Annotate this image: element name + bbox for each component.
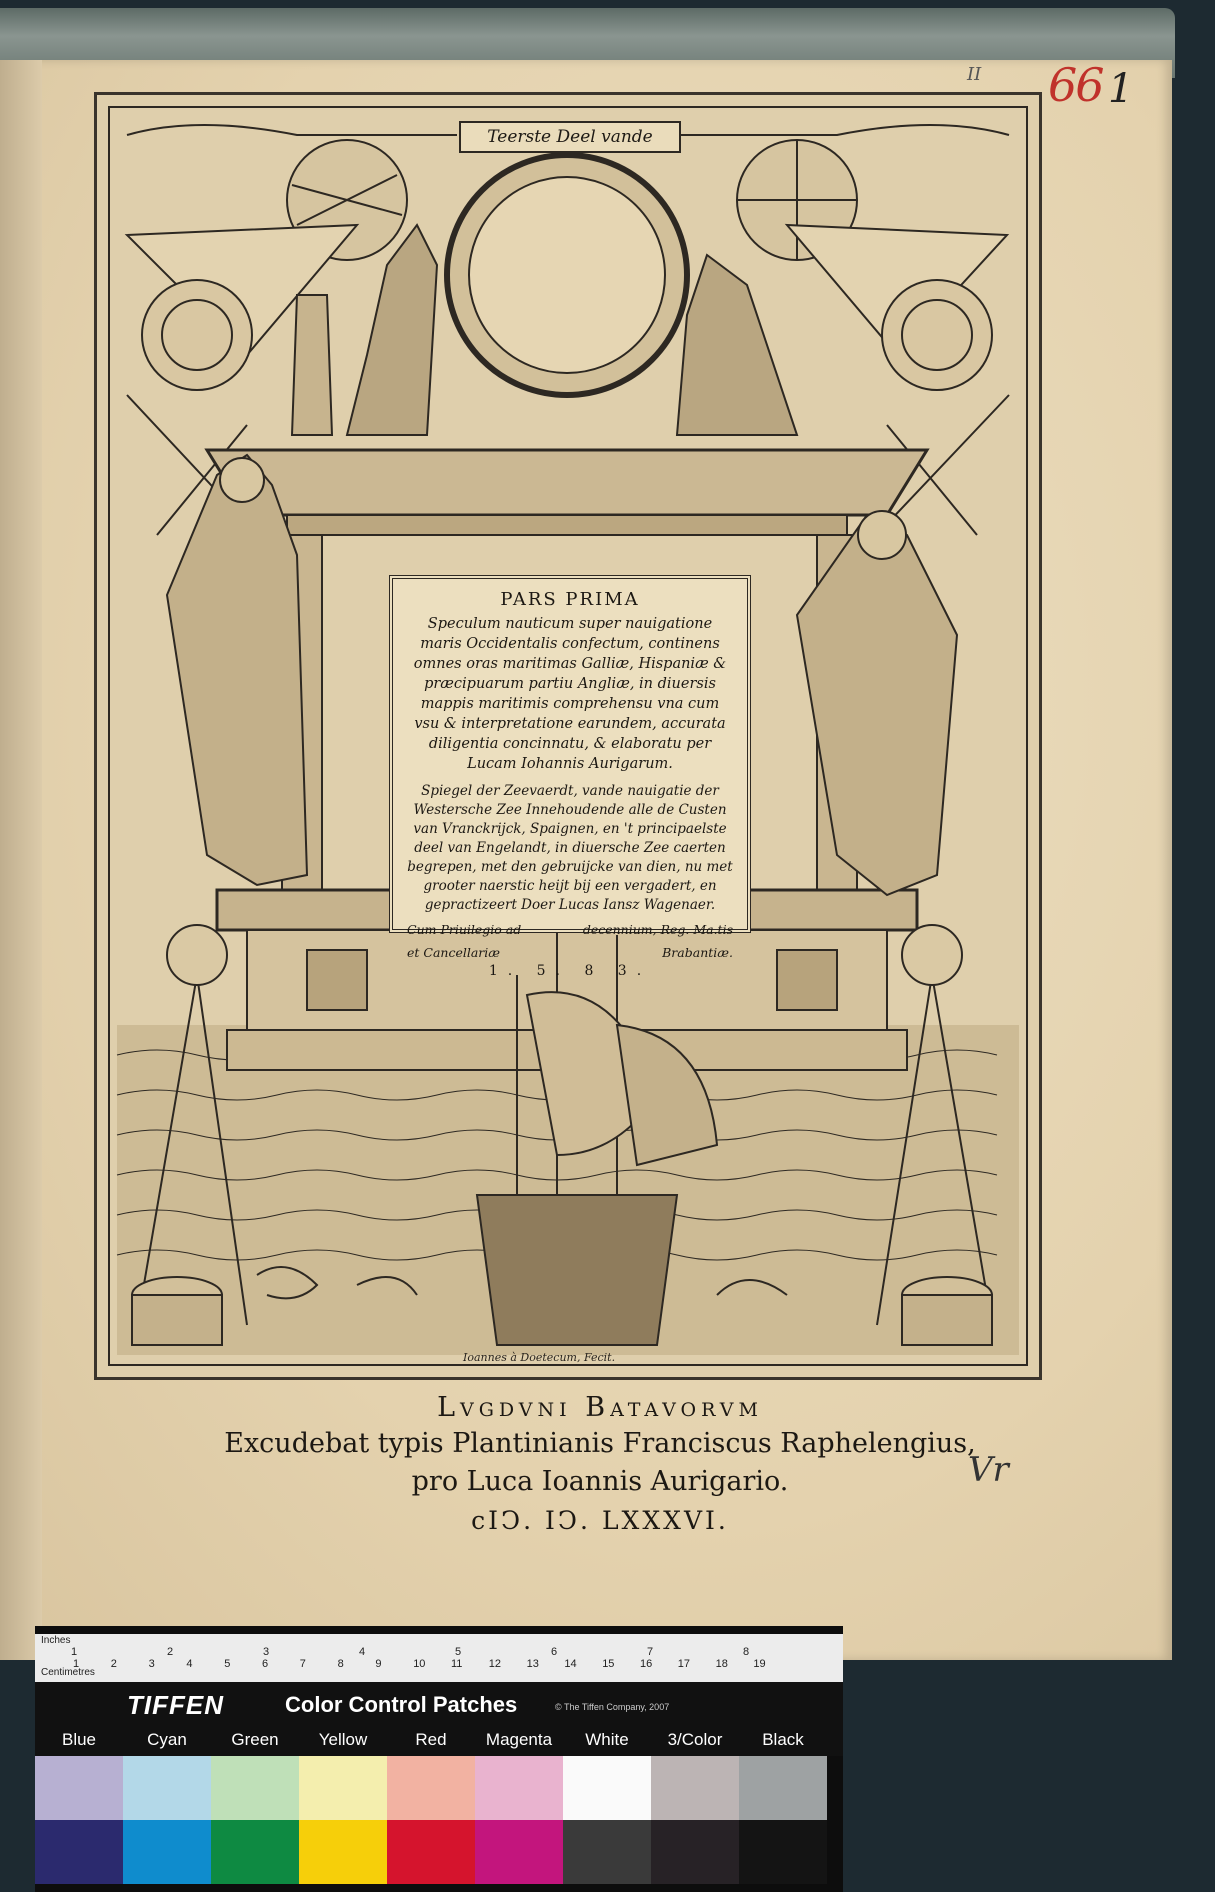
swatch-label: White: [585, 1730, 629, 1749]
swatch-light: [475, 1756, 563, 1820]
swatch-label: Magenta: [485, 1730, 553, 1749]
privilege-line-2: [407, 944, 733, 961]
cm-tick: 10: [413, 1658, 426, 1670]
cm-tick: 16: [640, 1658, 653, 1670]
cm-tick: 7: [299, 1658, 306, 1670]
cm-tick: 9: [375, 1658, 382, 1670]
swatch-dark: [35, 1820, 123, 1884]
privilege-right: decennium, Reg. Ma.tis: [582, 922, 733, 937]
inch-tick: 1: [71, 1646, 78, 1658]
inches-label: Inches: [41, 1635, 71, 1646]
tiffen-logo: TIFFEN: [127, 1690, 224, 1720]
swatch-light: [123, 1756, 211, 1820]
imprint-printer: Excudebat typis Plantinianis Franciscus Raphelengius,: [224, 1428, 976, 1459]
inch-tick: 2: [167, 1646, 174, 1658]
folio-mark: II: [967, 64, 982, 85]
engraver-signature: Ioannes à Doetecum, Fecit.: [463, 1351, 616, 1364]
inch-tick: 5: [455, 1646, 462, 1658]
engraved-title-plate: [94, 92, 1042, 1380]
swatch-light: [651, 1756, 739, 1820]
cm-tick: 13: [526, 1658, 539, 1670]
cm-tick: 5: [224, 1658, 231, 1670]
marginal-note: Vr: [968, 1450, 1009, 1490]
swatch-light: [35, 1756, 123, 1820]
inch-tick: 8: [743, 1646, 750, 1658]
dutch-description: Spiegel der Zeevaerdt, vande nauigatie der Westersche Zee Innehoudende alle de Custen van Vranckrijck, Spaignen, en 't principaelste deel van Engelandt, in diuersche Zee caerten begrepen, met den gebruijcke van dien, nu met grooter naerstic heijt bij een vergadert, en gepractizeert Doer Lucas Iansz Wagenaer.: [407, 783, 733, 913]
swatch-light: [739, 1756, 827, 1820]
cm-tick: 3: [148, 1658, 155, 1670]
cm-tick: 15: [602, 1658, 615, 1670]
cm-tick: 2: [110, 1658, 117, 1670]
cm-tick: 17: [677, 1658, 691, 1670]
cm-tick: 8: [337, 1658, 344, 1670]
cm-tick: 4: [186, 1658, 193, 1670]
cm-tick: 6: [262, 1658, 269, 1670]
privilege-left-2: et Cancellariæ: [407, 945, 501, 960]
cm-tick: 18: [715, 1658, 728, 1670]
measurement-ruler: [35, 1634, 843, 1683]
title-cartouche: [389, 575, 751, 979]
inch-tick: 6: [551, 1646, 558, 1658]
swatch-light: [299, 1756, 387, 1820]
swatch-labels: [35, 1724, 843, 1756]
swatch-dark: [475, 1820, 563, 1884]
cm-tick: 12: [488, 1658, 502, 1670]
cm-tick: 11: [451, 1658, 463, 1670]
brand-row: [35, 1682, 843, 1724]
centimetres-label: Centimetres: [41, 1667, 95, 1678]
plate-banner: Teerste Deel vande: [459, 121, 681, 153]
swatch-light: [387, 1756, 475, 1820]
latin-description: Speculum nauticum super nauigatione maris Occidentalis confectum, continens omnes oras maritimas Galliæ, Hispaniæ & præcipuarum partiu Angliæ, in diuersis mappis maritimis comprehensu vna cum vsu & interpretatione earundem, accurata diligentia concinnatu, & elaboratu per Lucam Iohannis Aurigarum.: [413, 616, 727, 772]
swatch-dark: [211, 1820, 299, 1884]
swatch-label: 3/Color: [667, 1730, 723, 1749]
inch-tick: 7: [647, 1646, 654, 1658]
color-control-card: [35, 1626, 843, 1892]
copyright: © The Tiffen Company, 2007: [555, 1702, 670, 1712]
swatch-dark: [123, 1820, 211, 1884]
page-gutter: [0, 60, 42, 1660]
swatch-label: Green: [231, 1730, 279, 1749]
product-name: Color Control Patches: [285, 1692, 518, 1717]
folio-one: 1: [1108, 66, 1134, 112]
swatch-light: [211, 1756, 299, 1820]
privilege-right-2: Brabantiæ.: [662, 945, 733, 960]
swatch-label: Blue: [61, 1730, 97, 1749]
swatch-label: Yellow: [318, 1730, 368, 1749]
swatch-label: Cyan: [147, 1730, 187, 1749]
swatch-label: Black: [762, 1730, 804, 1749]
imprint-author: pro Luca Ioannis Aurigario.: [411, 1466, 789, 1497]
inch-tick: 3: [263, 1646, 270, 1658]
cm-tick: 14: [564, 1658, 577, 1670]
inch-tick: 4: [359, 1646, 366, 1658]
swatch-dark: [563, 1820, 651, 1884]
folio-number: 66: [1048, 58, 1103, 112]
swatch-dark: [739, 1820, 827, 1884]
cm-tick: 19: [753, 1658, 766, 1670]
swatch-dark: [299, 1820, 387, 1884]
swatch-dark: [387, 1820, 475, 1884]
swatch-light: [563, 1756, 651, 1820]
swatch-dark: [651, 1820, 739, 1884]
privilege-left: Cum Priuilegio ad: [407, 922, 522, 937]
privilege-line-1: [407, 921, 733, 938]
cartouche-date: 1. 5. 8 3.: [488, 963, 652, 979]
title-text: PARS PRIMA: [500, 589, 640, 610]
swatch-label: Red: [415, 1730, 447, 1749]
imprint-year: cIↃ. IↃ. LXXXVI.: [471, 1506, 729, 1535]
cm-tick: 1: [73, 1658, 80, 1670]
imprint-place: Lvgdvni Batavorvm: [437, 1392, 763, 1423]
